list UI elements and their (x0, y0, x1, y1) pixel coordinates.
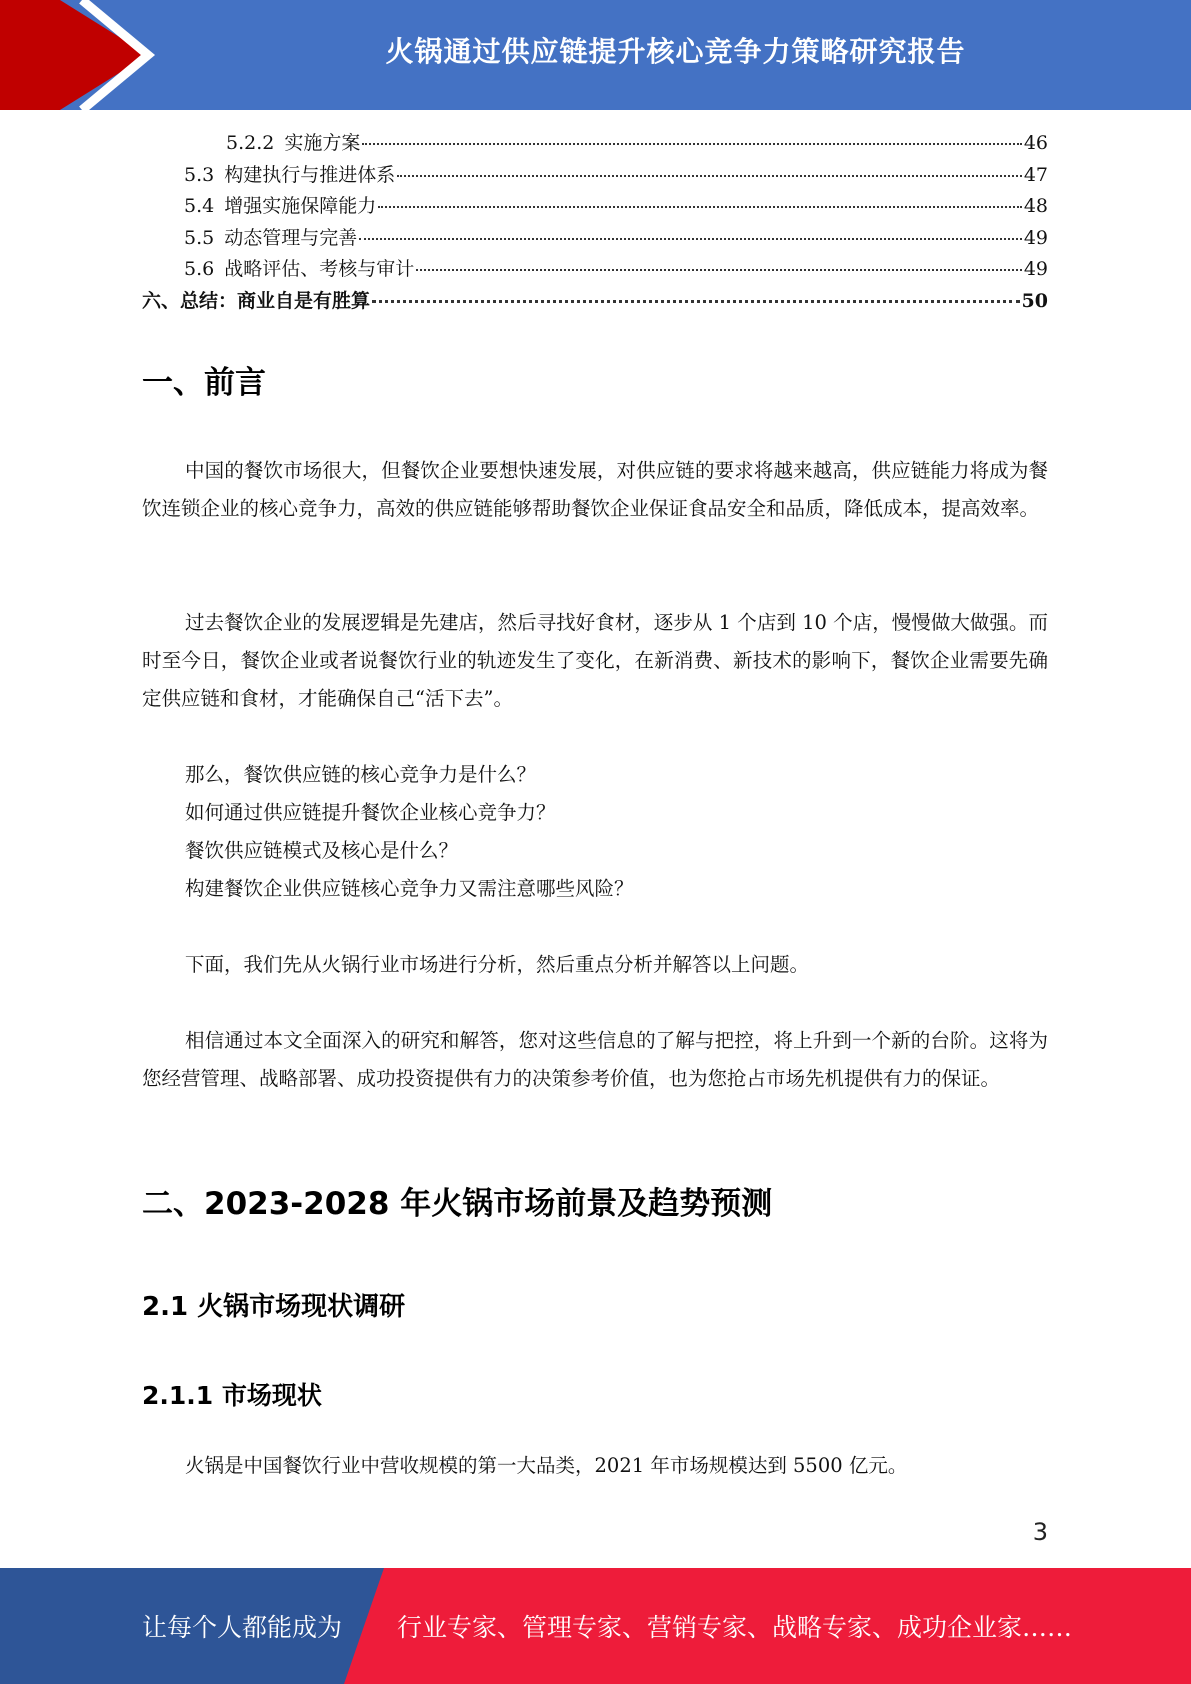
subsection-heading: 2.1 火锅市场现状调研 (142, 1292, 406, 1322)
table-of-contents (142, 128, 1048, 317)
page-header (0, 0, 1191, 110)
toc-entry-page: 48 (1023, 195, 1048, 217)
toc-entry-label: 动态管理与完善 (224, 226, 358, 249)
question-item: 构建餐饮企业供应链核心竞争力又需注意哪些风险？ (185, 877, 634, 900)
toc-dot-leader (359, 238, 1022, 240)
report-title: 火锅通过供应链提升核心竞争力策略研究报告 (385, 35, 966, 68)
toc-entry-number: 5.2.2 (226, 132, 275, 154)
toc-dot-leader (372, 300, 1020, 303)
toc-dot-leader (397, 175, 1022, 177)
toc-entry-number: 5.3 (184, 163, 215, 186)
paragraph: 下面，我们先从火锅行业市场进行分析，然后重点分析并解答以上问题。 (185, 953, 810, 976)
toc-entry-number: 5.4 (184, 195, 215, 217)
footer-slogan-right: 行业专家、管理专家、营销专家、战略专家、成功企业家…… (397, 1613, 1073, 1642)
paragraph: 中国的餐饮市场很大，但餐饮企业要想快速发展，对供应链的要求将越来越高，供应链能力将成为餐饮连锁企业的核心竞争力，高效的供应链能够帮助餐饮企业保证食品安全和品质，降低成本，提高效率。 (142, 459, 1048, 520)
toc-entry[interactable] (142, 128, 1048, 160)
toc-entry-page: 46 (1023, 132, 1048, 154)
toc-entry-label: 实施方案 (284, 132, 361, 154)
paragraph: 过去餐饮企业的发展逻辑是先建店，然后寻找好食材，逐步从 1 个店到 10 个店，慢慢做大做强。而时至今日，餐饮企业或者说餐饮行业的轨迹发生了变化，在新消费、新技术的影响下，餐饮企业需要先确定供应链和食材，才能确保自己“活下去”。 (142, 611, 1048, 710)
toc-entry[interactable] (142, 160, 1048, 192)
toc-entry[interactable] (142, 191, 1048, 223)
subsubsection-heading: 2.1.1 市场现状 (142, 1381, 322, 1410)
question-item: 如何通过供应链提升餐饮企业核心竞争力？ (185, 801, 556, 824)
toc-dot-leader (362, 143, 1021, 145)
section-heading-preface: 一、前言 (142, 365, 266, 401)
toc-entry-label: 六、总结：商业自是有胜算 (142, 289, 371, 312)
toc-entry-number: 5.5 (184, 226, 215, 249)
toc-entry-label: 构建执行与推进体系 (224, 163, 396, 186)
footer-slogan-left: 让每个人都能成为 (142, 1613, 343, 1642)
page-footer (0, 1568, 1191, 1684)
toc-entry-page: 49 (1023, 226, 1048, 249)
toc-entry-page: 49 (1023, 258, 1048, 280)
question-item: 餐饮供应链模式及核心是什么？ (185, 839, 459, 862)
section-heading-market-outlook: 二、2023-2028 年火锅市场前景及趋势预测 (142, 1186, 773, 1222)
paragraph: 火锅是中国餐饮行业中营收规模的第一大品类，2021 年市场规模达到 5500 亿元。 (185, 1454, 908, 1477)
toc-entry-page: 50 (1021, 289, 1048, 312)
header-arrow-decoration (0, 0, 170, 110)
toc-entry[interactable] (142, 223, 1048, 255)
paragraph: 相信通过本文全面深入的研究和解答，您对这些信息的了解与把控，将上升到一个新的台阶。这将为您经营管理、战略部署、成功投资提供有力的决策参考价值，也为您抢占市场先机提供有力的保证。 (142, 1029, 1048, 1090)
question-list (185, 756, 634, 908)
toc-entry-number: 5.6 (184, 258, 215, 280)
page-number: 3 (1032, 1518, 1048, 1546)
toc-entry[interactable] (142, 286, 1048, 318)
toc-entry-page: 47 (1023, 163, 1048, 186)
toc-dot-leader (378, 206, 1022, 208)
toc-dot-leader (416, 269, 1022, 271)
toc-entry-label: 增强实施保障能力 (224, 195, 377, 217)
toc-entry-label: 战略评估、考核与审计 (224, 258, 415, 280)
toc-entry[interactable] (142, 254, 1048, 286)
question-item: 那么，餐饮供应链的核心竞争力是什么？ (185, 763, 537, 786)
